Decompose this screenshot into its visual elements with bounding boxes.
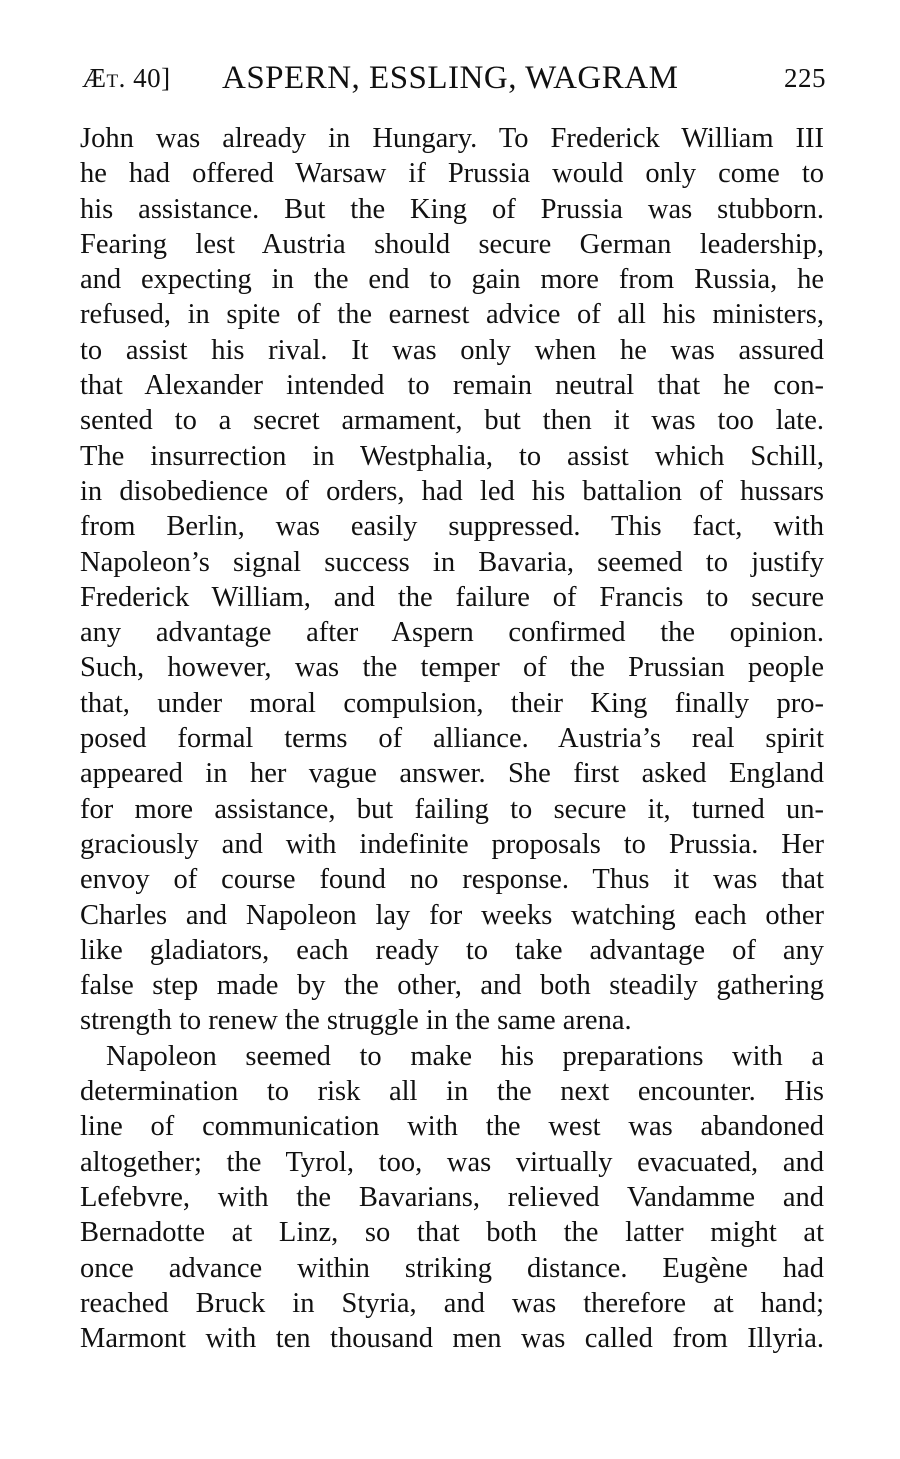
- text-line: refused, in spite of the earnest advice of all his ministers,: [80, 299, 824, 331]
- running-head-title: ASPERN, ESSLING, WAGRAM: [222, 60, 679, 96]
- running-head-age: Æt. 40]: [82, 63, 171, 93]
- text-line: false step made by the other, and both steadily gathering: [80, 970, 824, 1002]
- text-line: determination to risk all in the next encounter. His: [80, 1076, 824, 1108]
- text-line: posed formal terms of alliance. Austria’s real spirit: [80, 723, 824, 755]
- text-line: Frederick William, and the failure of Francis to secure: [80, 581, 824, 613]
- text-line: any advantage after Aspern confirmed the opinion.: [80, 617, 824, 649]
- text-line: for more assistance, but failing to secure it, turned un-: [80, 793, 824, 825]
- text-line: sented to a secret armament, but then it was too late.: [80, 405, 824, 437]
- text-line: The insurrection in Westphalia, to assist which Schill,: [80, 440, 824, 472]
- text-line: Napoleon’s signal success in Bavaria, seemed to justify: [80, 546, 824, 578]
- text-line: John was already in Hungary. To Frederick William III: [80, 123, 824, 154]
- text-line: altogether; the Tyrol, too, was virtually evacuated, and: [80, 1146, 824, 1178]
- text-line: strength to renew the struggle in the same arena.: [80, 1005, 632, 1037]
- text-line: Such, however, was the temper of the Prussian people: [80, 652, 824, 684]
- text-line: Charles and Napoleon lay for weeks watching each other: [80, 899, 824, 931]
- text-line: from Berlin, was easily suppressed. This fact, with: [80, 511, 824, 543]
- text-line: Lefebvre, with the Bavarians, relieved Vandamme and: [80, 1181, 824, 1213]
- text-line: that, under moral compulsion, their King finally pro-: [80, 687, 824, 719]
- text-line: Bernadotte at Linz, so that both the latter might at: [80, 1217, 824, 1249]
- text-line: that Alexander intended to remain neutral that he con-: [80, 370, 824, 402]
- page-number: 225: [784, 63, 826, 93]
- text-line: graciously and with indefinite proposals to Prussia. Her: [80, 828, 824, 860]
- text-line: and expecting in the end to gain more from Russia, he: [80, 264, 824, 296]
- running-head: [82, 56, 826, 100]
- text-line: once advance within striking distance. Eugène had: [80, 1252, 824, 1284]
- text-line: like gladiators, each ready to take advantage of any: [80, 934, 824, 966]
- text-line: Marmont with ten thousand men was called from Illyria.: [80, 1323, 824, 1355]
- text-line: in disobedience of orders, had led his battalion of hussars: [80, 475, 824, 507]
- paragraph-2: [80, 1039, 824, 1357]
- text-line: envoy of course found no response. Thus it was that: [80, 864, 824, 896]
- text-line: to assist his rival. It was only when he was assured: [80, 334, 824, 366]
- paragraph-1: [80, 121, 824, 1039]
- text-line: he had offered Warsaw if Prussia would only come to: [80, 158, 824, 190]
- body-text: [80, 121, 824, 1356]
- text-line: his assistance. But the King of Prussia was stubborn.: [80, 193, 824, 225]
- text-line: reached Bruck in Styria, and was therefore at hand;: [80, 1287, 824, 1319]
- text-line: Fearing lest Austria should secure German leadership,: [80, 228, 824, 260]
- text-line: Napoleon seemed to make his preparations with a: [106, 1040, 824, 1072]
- text-line: line of communication with the west was abandoned: [80, 1111, 824, 1143]
- text-line: appeared in her vague answer. She first asked England: [80, 758, 824, 790]
